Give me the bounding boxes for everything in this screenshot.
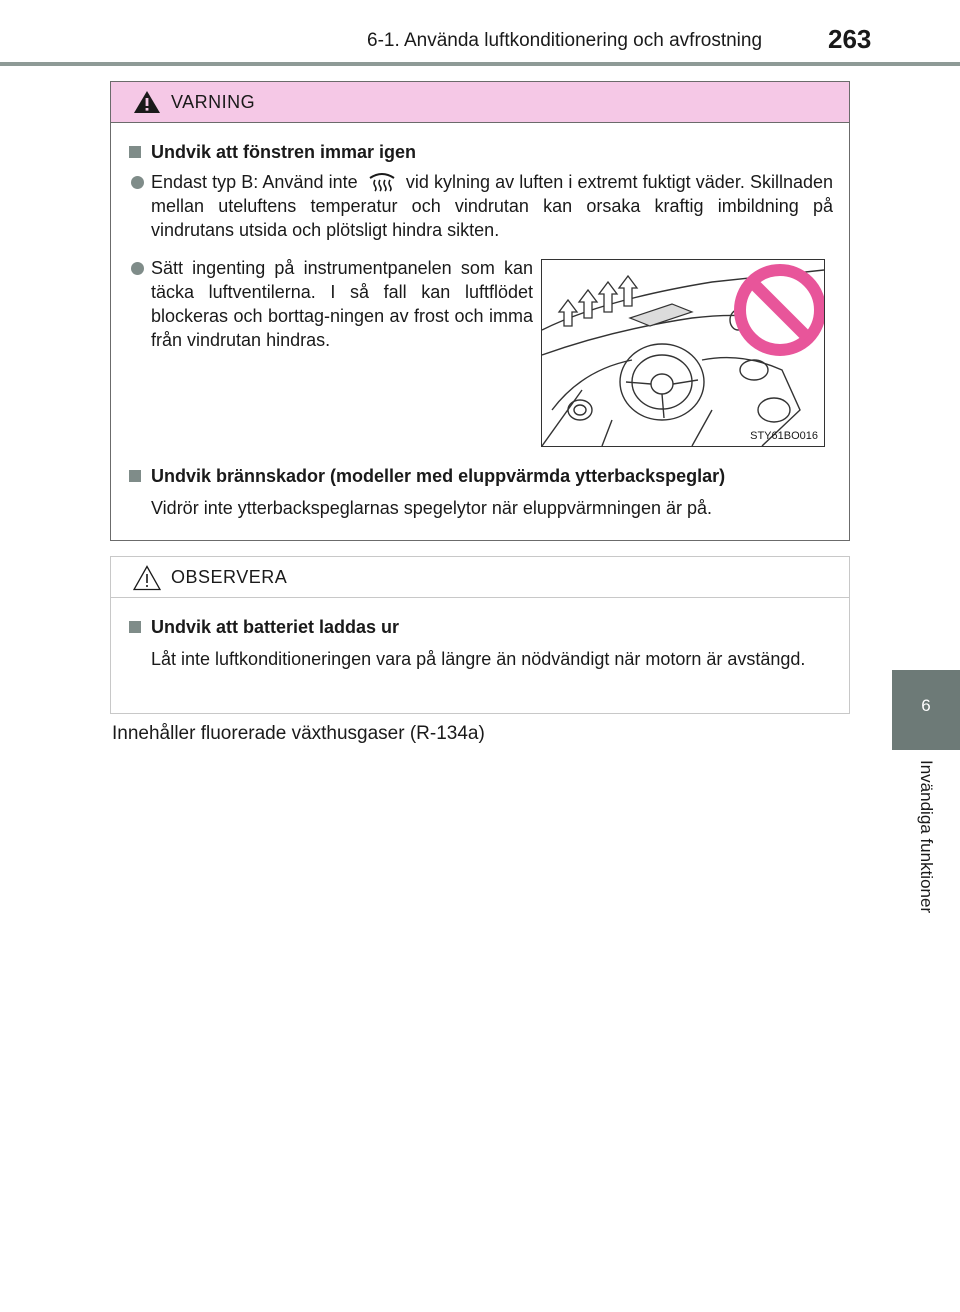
header-rule bbox=[0, 62, 960, 66]
section-title: Undvik brännskador (modeller med eluppvärmda ytterbackspeglar) bbox=[129, 464, 833, 488]
bullet-item: Endast typ B: Använd inte vid kylning av luften i extremt fuktigt väder. Skillnaden mellan uteluftens temperatur och vindrutan kan orsaka kraftig imbildning på vindrutans utsida och plötsligt hindra sikten. bbox=[129, 170, 833, 242]
chapter-tab[interactable] bbox=[892, 670, 960, 750]
chapter-number: 6 bbox=[921, 696, 931, 715]
caution-label: OBSERVERA bbox=[171, 567, 288, 587]
windshield-defroster-icon bbox=[367, 170, 397, 192]
caution-section-battery bbox=[129, 615, 833, 671]
round-bullet-icon bbox=[131, 262, 144, 275]
dashboard-drawing bbox=[542, 260, 824, 446]
square-bullet-icon bbox=[129, 146, 141, 158]
section-title: Undvik att batteriet laddas ur bbox=[129, 615, 833, 639]
section-title: Undvik att fönstren immar igen bbox=[129, 140, 833, 164]
round-bullet-icon bbox=[131, 176, 144, 189]
warning-header bbox=[111, 82, 849, 123]
warning-triangle-icon bbox=[133, 90, 161, 114]
dashboard-illustration bbox=[541, 259, 825, 447]
caution-triangle-icon bbox=[133, 565, 161, 591]
figure-code: STY61BO016 bbox=[750, 430, 818, 442]
square-bullet-icon bbox=[129, 470, 141, 482]
footer-note: Innehåller fluorerade växthusgaser (R-134a) bbox=[112, 723, 485, 744]
caution-header bbox=[111, 557, 849, 598]
chapter-label: Invändiga funktioner bbox=[917, 760, 936, 914]
warning-label: VARNING bbox=[171, 92, 256, 112]
square-bullet-icon bbox=[129, 621, 141, 633]
warning-box bbox=[110, 81, 850, 541]
warning-section-burns bbox=[129, 464, 833, 520]
section-text: Låt inte luftkonditioneringen vara på längre än nödvändigt när motorn är avstängd. bbox=[151, 649, 806, 669]
bullet-item: Sätt ingenting på instrumentpanelen som kan täcka luftventilerna. I så fall kan luftflödet blockeras och borttag-ningen av frost och imma från vindrutan hindras. bbox=[129, 256, 533, 352]
section-text: Vidrör inte ytterbackspeglarnas spegelytor när eluppvärmningen är på. bbox=[151, 498, 712, 518]
header-title: 6-1. Använda luftkonditionering och avfrostning bbox=[367, 30, 763, 51]
caution-box bbox=[110, 556, 850, 714]
page-number: 263 bbox=[828, 24, 872, 54]
